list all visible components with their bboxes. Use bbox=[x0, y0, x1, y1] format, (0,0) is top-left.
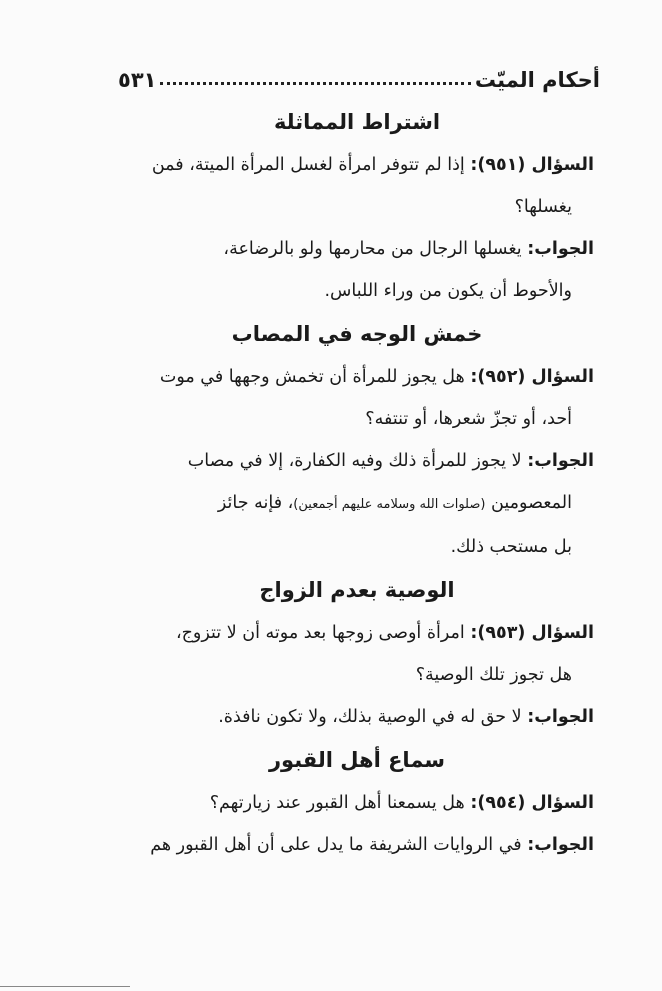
answer-label: الجواب: bbox=[527, 239, 594, 259]
question-label: السؤال (٩٥١): bbox=[470, 155, 594, 175]
answer-text-cont: والأحوط أن يكون من وراء اللباس. bbox=[324, 281, 572, 301]
question-label: السؤال (٩٥٢): bbox=[470, 367, 594, 387]
answer-paragraph bbox=[120, 440, 594, 568]
answer-text-part: ، فإنه جائز bbox=[217, 493, 294, 513]
answer-text: لا حق له في الوصية بذلك، ولا تكون نافذة. bbox=[218, 707, 522, 727]
answer-label: الجواب: bbox=[527, 707, 594, 727]
question-text: إذا لم تتوفر امرأة لغسل المرأة الميتة، فمن bbox=[151, 155, 465, 175]
page-number: ٥٣١ bbox=[118, 68, 157, 92]
answer-text-cont bbox=[218, 493, 594, 513]
question-label: السؤال (٩٥٣): bbox=[470, 623, 594, 643]
honorific-text: (صلوات الله وسلامه عليهم أجمعين) bbox=[293, 497, 486, 512]
footer-rule bbox=[0, 986, 130, 987]
running-header bbox=[118, 58, 600, 92]
question-paragraph bbox=[120, 612, 594, 696]
question-text-cont: أحد، أو تجزّ شعرها، أو تنتفه؟ bbox=[365, 409, 572, 429]
answer-paragraph bbox=[120, 824, 594, 866]
section-heading: الوصية بعدم الزواج bbox=[259, 578, 455, 602]
question-paragraph bbox=[120, 356, 594, 440]
section-heading: خمش الوجه في المصاب bbox=[231, 322, 483, 346]
section-heading: سماع أهل القبور bbox=[268, 748, 446, 772]
page-content bbox=[120, 100, 594, 866]
question-text: هل يسمعنا أهل القبور عند زيارتهم؟ bbox=[209, 793, 465, 813]
answer-label: الجواب: bbox=[527, 451, 594, 471]
answer-paragraph bbox=[120, 228, 594, 312]
answer-text: لا يجوز للمرأة ذلك وفيه الكفارة، إلا في مصاب bbox=[187, 451, 522, 471]
question-text: هل يجوز للمرأة أن تخمش وجهها في موت bbox=[159, 367, 465, 387]
answer-text-cont: بل مستحب ذلك. bbox=[450, 537, 572, 557]
section-heading: اشتراط المماثلة bbox=[273, 110, 441, 134]
question-text: امرأة أوصى زوجها بعد موته أن لا تتزوج، bbox=[175, 623, 465, 643]
answer-label: الجواب: bbox=[527, 835, 594, 855]
answer-paragraph bbox=[120, 696, 594, 738]
chapter-title: أحكام الميّت bbox=[474, 68, 600, 92]
leader-dots bbox=[160, 82, 470, 85]
question-paragraph bbox=[120, 782, 594, 824]
question-text-cont: هل تجوز تلك الوصية؟ bbox=[415, 665, 572, 685]
answer-text-part: المعصومين bbox=[491, 493, 572, 513]
answer-text: يغسلها الرجال من محارمها ولو بالرضاعة، bbox=[223, 239, 522, 259]
question-label: السؤال (٩٥٤): bbox=[470, 793, 594, 813]
question-text-cont: يغسلها؟ bbox=[514, 197, 572, 217]
answer-text: في الروايات الشريفة ما يدل على أن أهل القبور هم bbox=[150, 835, 522, 855]
question-paragraph bbox=[120, 144, 594, 228]
